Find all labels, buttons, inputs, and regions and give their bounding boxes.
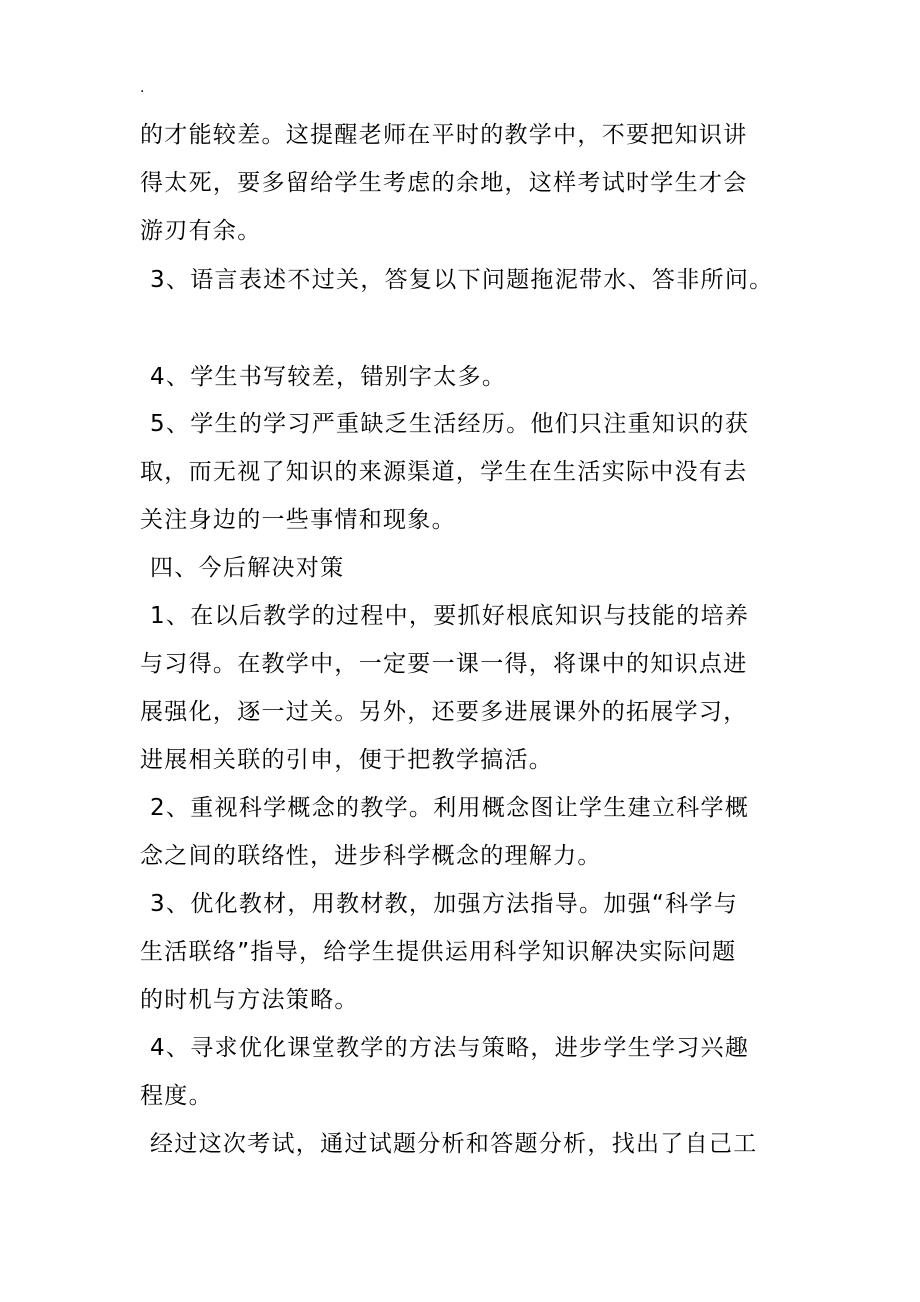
section-heading: 四、今后解决对策 — [150, 555, 345, 581]
paragraph-line: 的时机与方法策略。 — [140, 987, 359, 1013]
list-item-3: 3、语言表述不过关，答复以下问题拖泥带水、答非所问。 — [150, 267, 774, 293]
paragraph-line: 进展相关联的引申，便于把教学搞活。 — [140, 747, 554, 773]
paragraph-line: 的才能较差。这提醒老师在平时的教学中，不要把知识讲 — [140, 122, 748, 148]
paragraph-line: 展强化，逐一过关。另外，还要多进展课外的拓展学习， — [140, 699, 748, 725]
paragraph-line: 取，而无视了知识的来源渠道，学生在生活实际中没有去 — [140, 459, 748, 485]
paragraph-line: 生活联络”指导，给学生提供运用科学知识解决实际问题 — [140, 939, 737, 965]
header-mark: . — [140, 80, 145, 96]
paragraph-line: 念之间的联络性，进步科学概念的理解力。 — [140, 843, 602, 869]
paragraph-line: 关注身边的一些事情和现象。 — [140, 507, 456, 533]
list-item-4b: 4、寻求优化课堂教学的方法与策略，进步学生学习兴趣 — [150, 1035, 750, 1061]
closing-paragraph-line: 经过这次考试，通过试题分析和答题分析，找出了自己工 — [150, 1131, 758, 1157]
paragraph-line: 程度。 — [140, 1083, 213, 1109]
list-item-4: 4、学生书写较差，错别字太多。 — [150, 364, 507, 390]
list-item-1: 1、在以后教学的过程中，要抓好根底知识与技能的培养 — [150, 603, 750, 629]
paragraph-line: 得太死，要多留给学生考虑的余地，这样考试时学生才会 — [140, 170, 748, 196]
list-item-3b: 3、优化教材，用教材教，加强方法指导。加强“科学与 — [150, 891, 739, 917]
list-item-2: 2、重视科学概念的教学。利用概念图让学生建立科学概 — [150, 795, 750, 821]
paragraph-line: 游刃有余。 — [140, 218, 262, 244]
paragraph-line: 与习得。在教学中，一定要一课一得，将课中的知识点进 — [140, 651, 748, 677]
list-item-5: 5、学生的学习严重缺乏生活经历。他们只注重知识的获 — [150, 411, 750, 437]
